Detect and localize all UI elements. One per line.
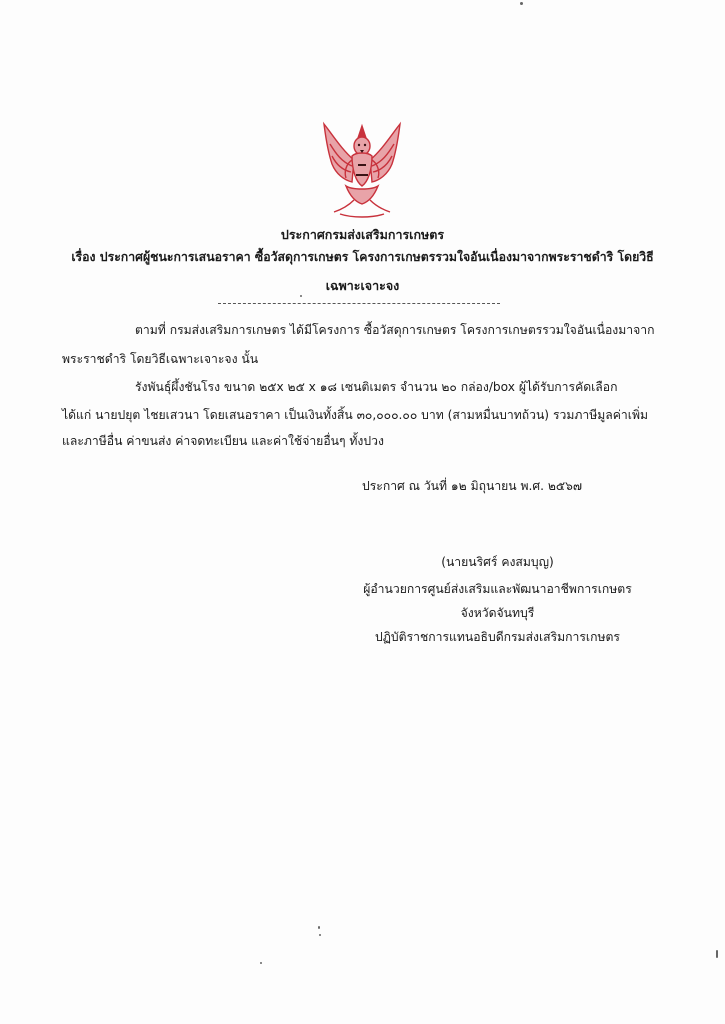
scan-speck [319, 934, 321, 936]
paragraph-2-line-3: และภาษีอื่น ค่าขนส่ง ค่าจดทะเบียน และค่าใช้จ่ายอื่นๆ ทั้งปวง [62, 434, 384, 448]
signer-name: (นายนริศร์ คงสมบุญ) [441, 555, 554, 569]
scan-speck [520, 2, 523, 5]
scan-speck [716, 950, 718, 958]
scan-speck [260, 962, 262, 964]
agency-title: ประกาศกรมส่งเสริมการเกษตร [280, 227, 445, 242]
separator-line [218, 303, 500, 304]
signer-position: ผู้อำนวยการศูนย์ส่งเสริมและพัฒนาอาชีพการเกษตร [363, 582, 632, 596]
paragraph-2-line-1: รังพันธุ์ผึ้งชันโรง ขนาด ๒๕x ๒๕ x ๑๘ เซนติเมตร จำนวน ๒๐ กล่อง/box ผู้ได้รับการคัดเลือก [135, 380, 618, 394]
subject-line-continuation: เฉพาะเจาะจง [325, 278, 400, 293]
garuda-emblem-icon [316, 120, 408, 220]
paragraph-1-line-2: พระราชดำริ โดยวิธีเฉพาะเจาะจง นั้น [62, 352, 259, 366]
signer-province: จังหวัดจันทบุรี [460, 606, 535, 620]
scan-speck [318, 926, 320, 929]
subject-line: เรื่อง ประกาศผู้ชนะการเสนอราคา ซื้อวัสดุการเกษตร โครงการเกษตรรวมใจอันเนื่องมาจากพระราชดำริ โดยวิธี [71, 250, 654, 264]
paragraph-2-line-2: ได้แก่ นายปยุต ไชยเสวนา โดยเสนอราคา เป็นเงินทั้งสิ้น ๓๐,๐๐๐.๐๐ บาท (สามหมื่นบาทถ้วน) รวมภาษีมูลค่าเพิ่ม [62, 408, 649, 422]
announcement-date: ประกาศ ณ วันที่ ๑๒ มิถุนายน พ.ศ. ๒๕๖๗ [362, 479, 583, 493]
signer-acting-for: ปฏิบัติราชการแทนอธิบดีกรมส่งเสริมการเกษตร [375, 630, 620, 644]
paragraph-1-line-1: ตามที่ กรมส่งเสริมการเกษตร ได้มีโครงการ ซื้อวัสดุการเกษตร โครงการเกษตรรวมใจอันเนื่องมาจาก [135, 323, 655, 337]
scan-speck [300, 295, 302, 297]
